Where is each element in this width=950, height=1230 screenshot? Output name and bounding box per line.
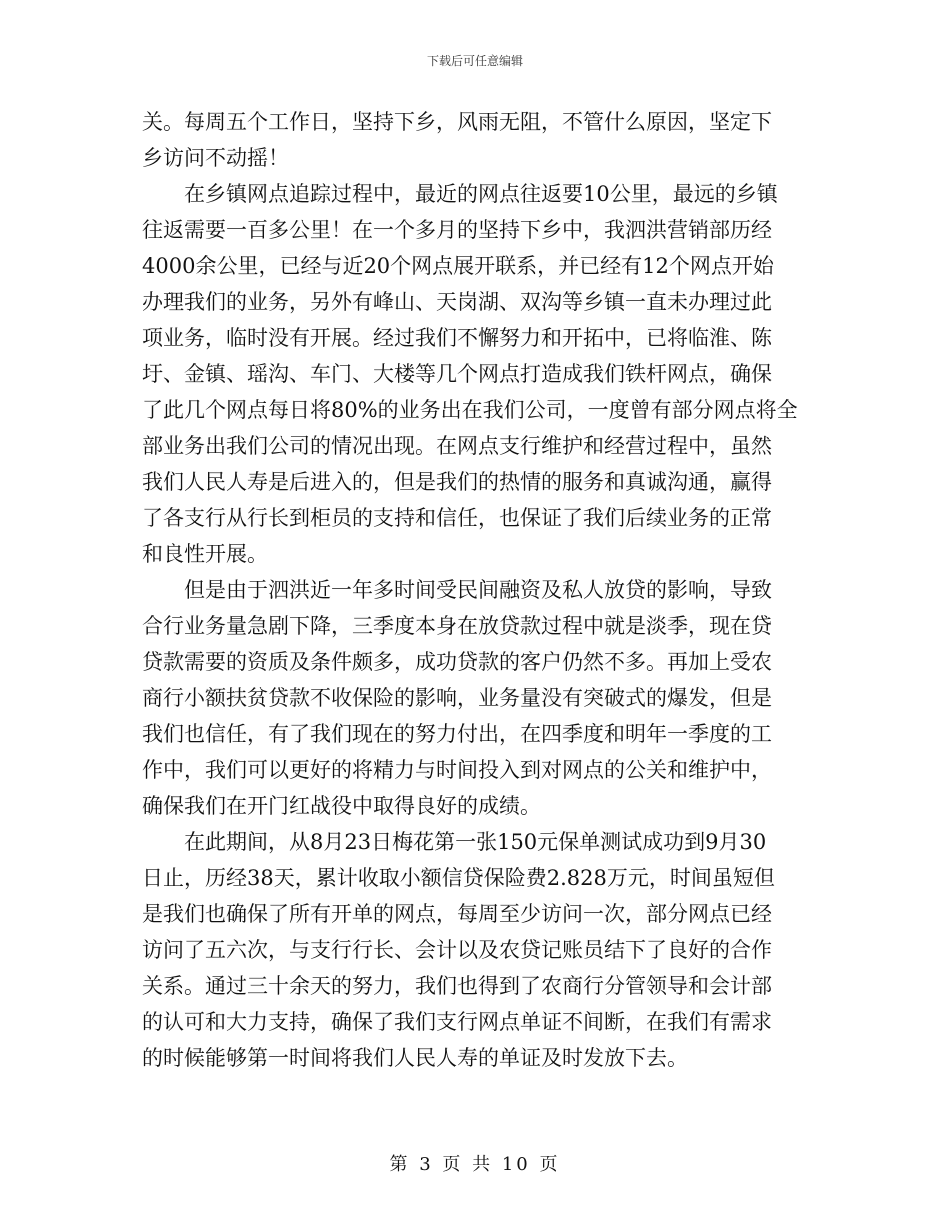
paragraph <box>142 572 810 824</box>
text-line: 了此几个网点每日将80%的业务出在我们公司，一度曾有部分网点将全 <box>142 398 798 422</box>
text-line: 合行业务量急剧下降，三季度本身在放贷款过程中就是淡季，现在贷 <box>142 614 772 638</box>
page-header: 下载后可任意编辑 <box>426 54 523 68</box>
text-line: 是我们也确保了所有开单的网点，每周至少访问一次，部分网点已经 <box>142 902 772 926</box>
text-line: 但是由于泗洪近一年多时间受民间融资及私人放贷的影响，导致 <box>184 578 772 602</box>
text-line: 关系。通过三十余天的努力，我们也得到了农商行分管领导和会计部 <box>142 974 772 998</box>
text-line: 确保我们在开门红战役中取得良好的成绩。 <box>142 794 541 818</box>
text-line: 和良性开展。 <box>142 542 268 566</box>
text-line: 贷款需要的资质及条件颇多，成功贷款的客户仍然不多。再加上受农 <box>142 650 772 674</box>
text-line: 部业务出我们公司的情况出现。在网点支行维护和经营过程中，虽然 <box>142 434 772 458</box>
text-line: 项业务，临时没有开展。经过我们不懈努力和开拓中，已将临淮、陈 <box>142 326 772 350</box>
text-line: 在此期间，从8月23日梅花第一张150元保单测试成功到9月30 <box>184 830 767 854</box>
text-line: 我们也信任，有了我们现在的努力付出，在四季度和明年一季度的工 <box>142 722 772 746</box>
text-line: 的时候能够第一时间将我们人民人寿的单证及时发放下去。 <box>142 1046 688 1070</box>
text-line: 往返需要一百多公里！在一个多月的坚持下乡中，我泗洪营销部历经 <box>142 218 772 242</box>
text-line: 在乡镇网点追踪过程中，最近的网点往返要10公里，最远的乡镇 <box>184 182 778 206</box>
text-line: 日止，历经38天，累计收取小额信贷保险费2.828万元，时间虽短但 <box>142 866 775 890</box>
text-line: 4000余公里，已经与近20个网点展开联系，并已经有12个网点开始 <box>142 254 774 278</box>
text-line: 我们人民人寿是后进入的，但是我们的热情的服务和真诚沟通，赢得 <box>142 470 772 494</box>
paragraph <box>142 104 810 176</box>
text-line: 关。每周五个工作日，坚持下乡，风雨无阻，不管什么原因，坚定下 <box>142 110 772 134</box>
text-line: 圩、金镇、瑶沟、车门、大楼等几个网点打造成我们铁杆网点，确保 <box>142 362 772 386</box>
text-line: 办理我们的业务，另外有峰山、天岗湖、双沟等乡镇一直未办理过此 <box>142 290 772 314</box>
page-number: 第 3 页 共 10 页 <box>389 1154 561 1175</box>
text-line: 作中，我们可以更好的将精力与时间投入到对网点的公关和维护中， <box>142 758 772 782</box>
text-line: 的认可和大力支持，确保了我们支行网点单证不间断，在我们有需求 <box>142 1010 772 1034</box>
document-body <box>142 104 810 1076</box>
paragraph <box>142 824 810 1076</box>
text-line: 商行小额扶贫贷款不收保险的影响，业务量没有突破式的爆发，但是 <box>142 686 772 710</box>
text-line: 了各支行从行长到柜员的支持和信任，也保证了我们后续业务的正常 <box>142 506 772 530</box>
text-line: 乡访问不动摇！ <box>142 146 289 170</box>
paragraph <box>142 176 810 572</box>
text-line: 访问了五六次，与支行行长、会计以及农贷记账员结下了良好的合作 <box>142 938 772 962</box>
